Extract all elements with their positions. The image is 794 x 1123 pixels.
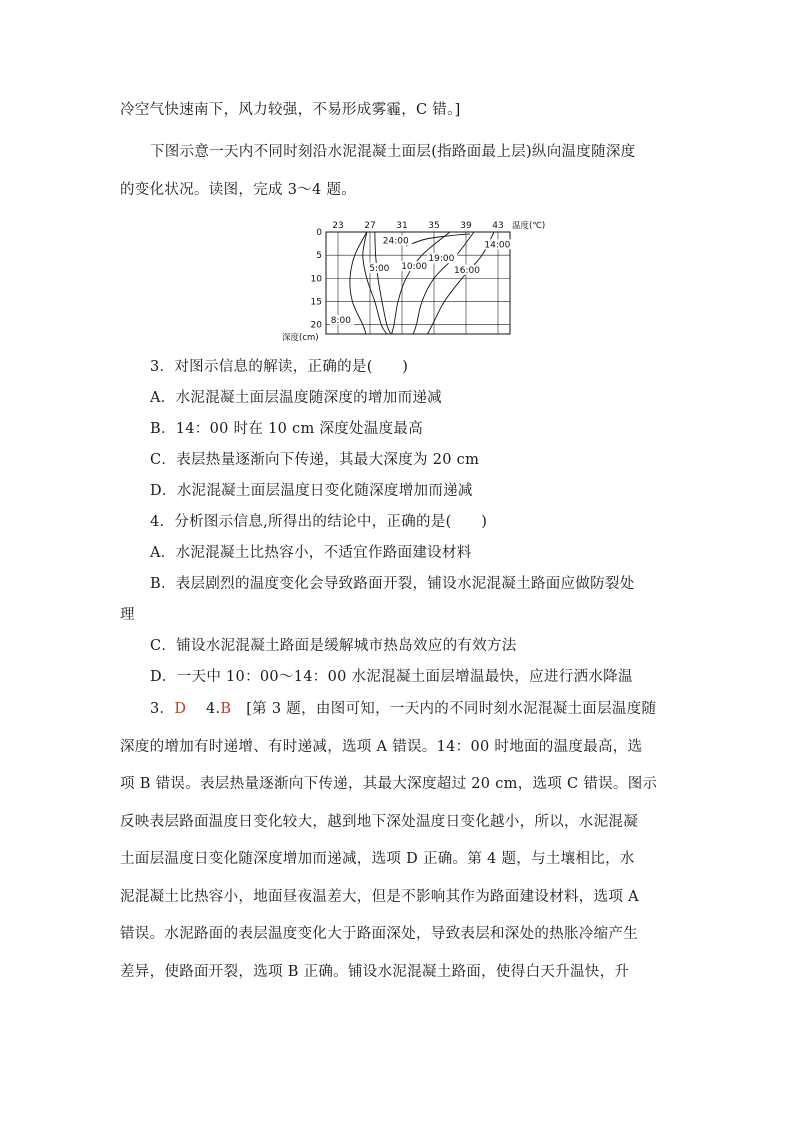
series-label: 14:00 [484, 240, 511, 251]
series-label: 24:00 [382, 236, 409, 247]
answer-line-8: 差异，使路面开裂，选项 B 正确。铺设水泥混凝土路面，使得白天升温快，升 [120, 964, 630, 980]
y-tick-label: 0 [316, 228, 322, 238]
y-tick-label: 15 [310, 297, 322, 308]
q4-option-c: C．铺设水泥混凝土路面是缓解城市热岛效应的有效方法 [150, 638, 517, 654]
series-label: 8:00 [330, 315, 352, 326]
intro-line-3: 的变化状况。读图，完成 3～4 题。 [120, 182, 357, 198]
q3-option-d: D．水泥混凝土面层温度日变化随深度增加而递减 [150, 483, 473, 499]
answer-line-7: 错误。水泥路面的表层温度变化大于路面深处，导致表层和深处的热胀冷缩产生 [120, 926, 638, 942]
y-tick-label: 5 [316, 251, 322, 262]
y-tick-label: 20 [310, 320, 322, 331]
x-tick-label: 39 [460, 221, 472, 231]
q3-stem: 3．对图示信息的解读，正确的是( ) [150, 359, 409, 375]
series-label: 5:00 [369, 263, 390, 274]
x-tick-label: 31 [396, 221, 408, 231]
series-label: 19:00 [428, 254, 455, 265]
x-tick-label: 43 [492, 221, 504, 231]
q4-stem: 4．分析图示信息,所得出的结论中，正确的是( ) [150, 514, 488, 530]
y-tick-label: 10 [310, 274, 322, 285]
answer-explanation-start: [第 3 题，由图可知，一天内的不同时刻水泥混凝土面层温度随 [246, 701, 657, 717]
intro-line-1: 冷空气快速南下，风力较强，不易形成雾霾，C 错。] [120, 102, 461, 118]
answer-q4-number: 4. [205, 701, 221, 717]
x-tick-label: 35 [428, 221, 440, 231]
q4-option-d: D．一天中 10：00～14：00 水泥混凝土面层增温最快，应进行洒水降温 [150, 669, 633, 685]
answer-q4-letter: B [220, 701, 232, 717]
q4-option-a: A．水泥混凝土比热容小，不适宜作路面建设材料 [150, 545, 472, 561]
answer-line-5: 土面层温度日变化随深度增加而递减，选项 D 正确。第 4 题，与土壤相比，水 [120, 851, 635, 867]
series-line-2400 [375, 232, 391, 334]
y-axis-label: 深度(cm) [282, 333, 319, 343]
q4-option-b-cont: 理 [120, 607, 135, 623]
answer-q3-letter: D [174, 701, 187, 717]
answer-q3-number: 3． [150, 701, 175, 717]
series-line-1600 [413, 232, 474, 334]
series-line-1000 [392, 232, 450, 334]
intro-line-2: 下图示意一天内不同时刻沿水泥混凝土面层(指路面最上层)纵向温度随深度 [150, 144, 636, 160]
q3-option-c: C．表层热量逐渐向下传递，其最大深度为 20 cm [150, 452, 480, 468]
series-label: 10:00 [401, 262, 428, 273]
temperature-depth-chart [278, 208, 548, 343]
answer-line-4: 反映表层路面温度日变化较大，越到地下深处温度日变化越小，所以，水泥混凝 [120, 814, 638, 830]
answer-line-2: 深度的增加有时递增、有时递减，选项 A 错误。14：00 时地面的温度最高，选 [120, 739, 643, 755]
x-axis-label: 温度(℃) [512, 221, 546, 231]
x-tick-label: 27 [364, 221, 376, 231]
answer-line-6: 泥混凝土比热容小，地面昼夜温差大，但是不影响其作为路面建设材料，选项 A [120, 889, 639, 905]
answer-line-1 [150, 697, 656, 718]
series-label: 16:00 [454, 265, 480, 276]
q3-option-b: B．14：00 时在 10 cm 深度处温度最高 [150, 421, 424, 437]
x-tick-label: 23 [332, 221, 344, 231]
answer-line-3: 项 B 错误。表层热量逐渐向下传递，其最大深度超过 20 cm，选项 C 错误。图示 [120, 776, 658, 792]
series-line-1900 [406, 234, 470, 246]
q4-option-b: B．表层剧烈的温度变化会导致路面开裂，铺设水泥混凝土路面应做防裂处 [150, 576, 635, 592]
q3-option-a: A．水泥混凝土面层温度随深度的增加而递减 [150, 390, 442, 406]
